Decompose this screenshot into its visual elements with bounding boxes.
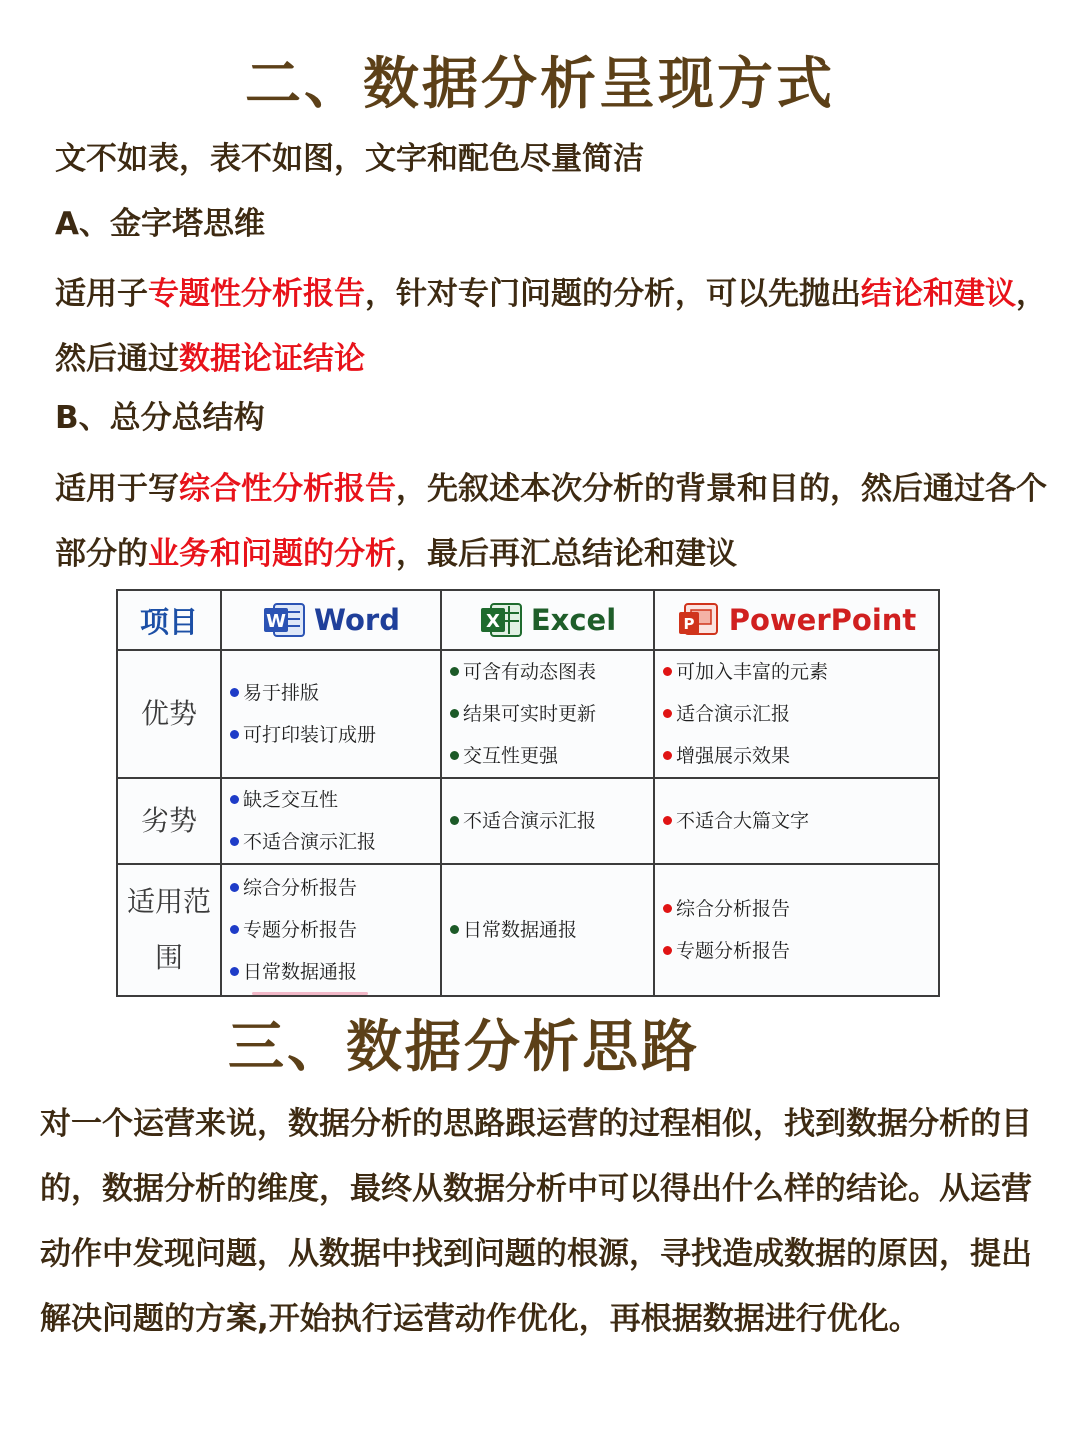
- list-item: 可含有动态图表: [450, 651, 645, 693]
- table-header-row: [117, 590, 939, 650]
- row-label: 优势: [117, 650, 221, 778]
- total-text: ，先叙述本次分析的背景和目的，然后通过各个部分的: [55, 471, 1047, 572]
- pyramid-text: 适用子: [55, 276, 148, 312]
- list-item: 增强展示效果: [663, 735, 930, 777]
- total-highlight: 业务和问题的分析: [148, 536, 396, 572]
- list-item: 不适合大篇文字: [663, 800, 930, 842]
- total-text: 适用于写: [55, 471, 179, 507]
- list-item: 不适合演示汇报: [450, 800, 645, 842]
- section2-title: 二、数据分析呈现方式: [245, 52, 835, 117]
- excel-cell: [441, 650, 654, 778]
- list-item: 专题分析报告: [663, 930, 930, 972]
- word-cell: [221, 778, 441, 864]
- total-structure-title: B、总分总结构: [55, 400, 265, 436]
- ppt-cell: [654, 778, 939, 864]
- word-cell: [221, 864, 441, 996]
- ppt-label: PowerPoint: [728, 603, 917, 637]
- table-row: [117, 864, 939, 996]
- svg-text:X: X: [485, 611, 500, 632]
- header-ppt: [654, 590, 939, 650]
- ppt-cell: [654, 864, 939, 996]
- list-item: 缺乏交互性: [230, 779, 432, 821]
- row-label: 劣势: [117, 778, 221, 864]
- list-item: 适合演示汇报: [663, 693, 930, 735]
- list-item: 日常数据通报: [230, 951, 432, 993]
- row-label: 适用范围: [117, 864, 221, 996]
- header-word: [221, 590, 441, 650]
- word-label: Word: [314, 603, 400, 637]
- list-item: 交互性更强: [450, 735, 645, 777]
- list-item: 日常数据通报: [450, 909, 645, 951]
- pyramid-text: ，然后通过: [55, 276, 1047, 377]
- header-excel: [441, 590, 654, 650]
- total-highlight: 综合性分析报告: [179, 471, 396, 507]
- svg-text:W: W: [266, 611, 286, 632]
- total-structure-body: [55, 457, 1070, 587]
- list-item: 不适合演示汇报: [230, 821, 432, 863]
- ppt-cell: [654, 650, 939, 778]
- list-item: 综合分析报告: [230, 867, 432, 909]
- list-item: 可打印装订成册: [230, 714, 432, 756]
- table-row: [117, 778, 939, 864]
- powerpoint-app-icon: [677, 600, 721, 640]
- excel-cell: [441, 864, 654, 996]
- excel-label: Excel: [530, 603, 617, 637]
- table-row: [117, 650, 939, 778]
- pyramid-highlight: 结论和建议: [861, 276, 1016, 312]
- list-item: 可加入丰富的元素: [663, 651, 930, 693]
- pyramid-text: ，针对专门问题的分析，可以先抛出: [365, 276, 861, 312]
- list-item: 专题分析报告: [230, 909, 432, 951]
- pyramid-title: A、金字塔思维: [55, 206, 265, 242]
- excel-cell: [441, 778, 654, 864]
- list-item: 结果可实时更新: [450, 693, 645, 735]
- decorative-underline: [252, 992, 368, 995]
- pyramid-body: [55, 262, 1070, 392]
- section3-title: 三、数据分析思路: [228, 1015, 700, 1080]
- pyramid-highlight: 专题性分析报告: [148, 276, 365, 312]
- word-cell: [221, 650, 441, 778]
- header-item: 项目: [117, 590, 221, 650]
- svg-text:P: P: [683, 615, 695, 633]
- pyramid-highlight: 数据论证结论: [179, 341, 365, 377]
- comparison-table: [116, 589, 940, 997]
- total-text: ，最后再汇总结论和建议: [396, 536, 737, 572]
- section2-intro: 文不如表，表不如图，文字和配色尽量简洁: [55, 141, 644, 177]
- list-item: 综合分析报告: [663, 888, 930, 930]
- section3-body: 对一个运营来说，数据分析的思路跟运营的过程相似，找到数据分析的目的，数据分析的维度，最终从数据分析中可以得出什么样的结论。从运营动作中发现问题，从数据中找到问题的根源，寻找造成数据的原因，提出解决问题的方案,开始执行运营动作优化，再根据数据进行优化。: [40, 1106, 1032, 1337]
- list-item: 易于排版: [230, 672, 432, 714]
- excel-app-icon: [479, 600, 523, 640]
- word-app-icon: [262, 600, 306, 640]
